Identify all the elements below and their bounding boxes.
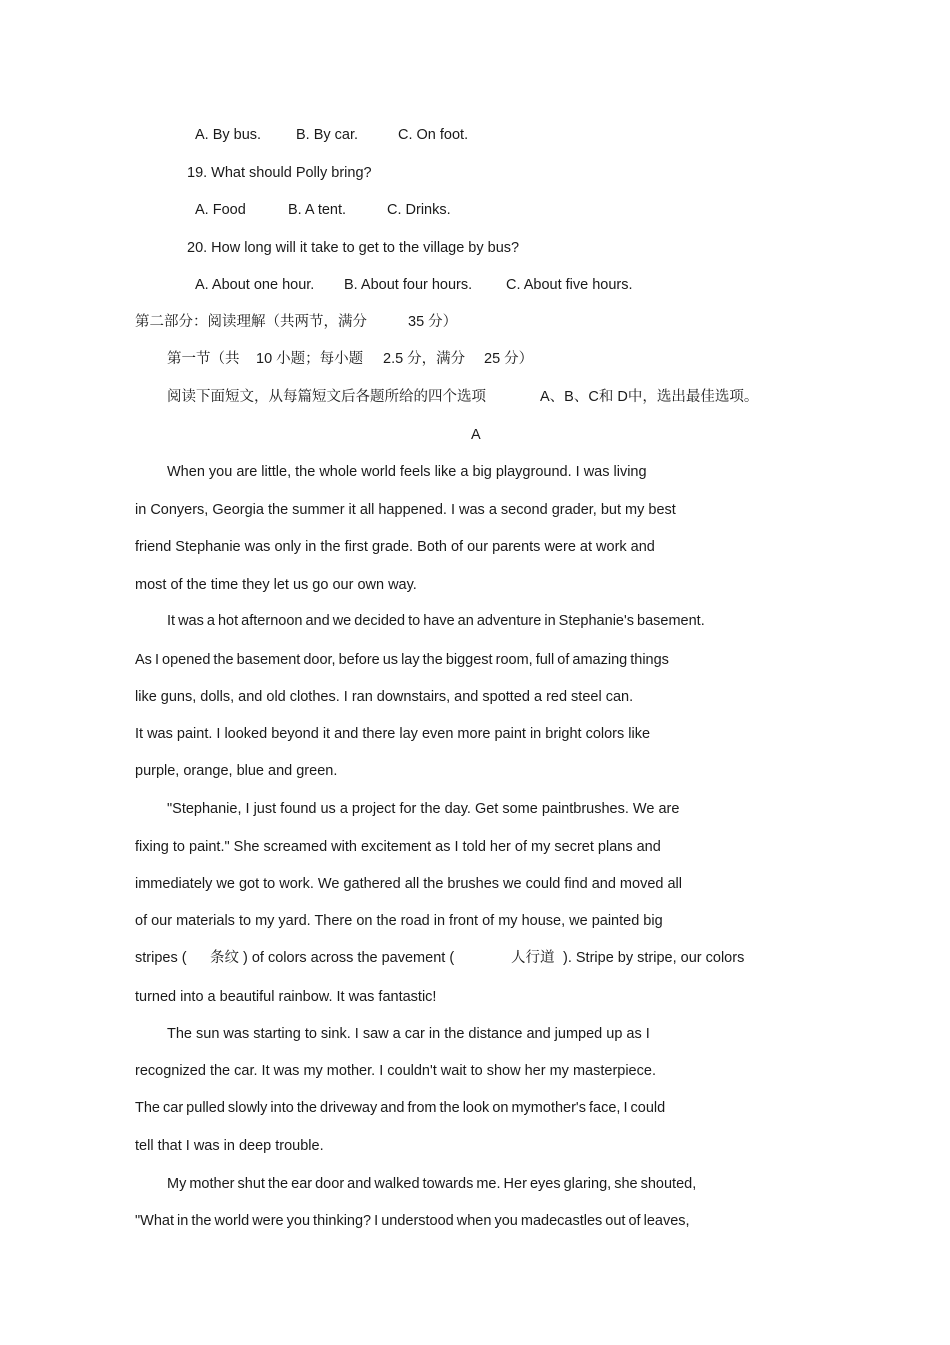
passage-line: The sun was starting to sink. I saw a car in the distance and jumped up as I [167, 1026, 650, 1042]
passage-line: immediately we got to work. We gathered all the brushes we could find and moved all [135, 876, 682, 892]
passage-line: friend Stephanie was only in the first grade. Both of our parents were at work and [135, 539, 655, 555]
q20-option-a: A. About one hour. [195, 277, 315, 293]
passage-line: "Stephanie, I just found us a project for the day. Get some paintbrushes. We are [167, 801, 680, 817]
part2-title: 第二部分：阅读理解（共两节，满分 [135, 314, 367, 330]
passage-line: most of the time they let us go our own way. [135, 577, 417, 593]
passage-line-segment: ) of colors across the pavement ( [243, 950, 455, 966]
passage-line: "What in the world were you thinking? I understood when you madecastles out of leaves, [135, 1213, 690, 1229]
section1-total: 25 分） [484, 351, 534, 367]
gloss-stripes: 条纹 [210, 950, 239, 966]
passage-line: fixing to paint." She screamed with excitement as I told her of my secret plans and [135, 839, 661, 855]
passage-line: As I opened the basement door, before us lay the biggest room, full of amazing things [135, 652, 669, 668]
part2-title-score: 35 分） [408, 314, 458, 330]
passage-line: My mother shut the ear door and walked towards me. Her eyes glaring, she shouted, [167, 1176, 697, 1192]
passage-line: tell that I was in deep trouble. [135, 1138, 324, 1154]
section1-per-item: 2.5 分，满分 [383, 351, 466, 367]
passage-line: in Conyers, Georgia the summer it all happened. I was a second grader, but my best [135, 502, 676, 518]
q18-option-a: A. By bus. [195, 127, 262, 143]
passage-line: When you are little, the whole world feels like a big playground. I was living [167, 464, 647, 480]
q18-option-c: C. On foot. [398, 127, 469, 143]
q19-option-a: A. Food [195, 202, 246, 218]
q18-option-b: B. By car. [296, 127, 359, 143]
passage-line: recognized the car. It was my mother. I couldn't wait to show her my masterpiece. [135, 1063, 656, 1079]
q19-option-b: B. A tent. [288, 202, 347, 218]
passage-label: A [471, 427, 481, 443]
passage-line: purple, orange, blue and green. [135, 763, 338, 779]
instruction-options: A、B、C和 D中，选出最佳选项。 [540, 389, 759, 405]
q20-question: 20. How long will it take to get to the village by bus? [187, 240, 520, 256]
passage-line: like guns, dolls, and old clothes. I ran downstairs, and spotted a red steel can. [135, 689, 634, 705]
q20-option-b: B. About four hours. [344, 277, 473, 293]
passage-line: It was a hot afternoon and we decided to have an adventure in Stephanie's basement. [167, 613, 705, 629]
q20-option-c: C. About five hours. [506, 277, 633, 293]
gloss-pavement: 人行道 [511, 950, 555, 966]
passage-line: The car pulled slowly into the driveway and from the look on mymother's face, I could [135, 1100, 666, 1116]
section1-count: 10 小题；每小题 [256, 351, 364, 367]
passage-line-segment: ). Stripe by stripe, our colors [563, 950, 745, 966]
section1-title: 第一节（共 [167, 351, 240, 367]
q19-option-c: C. Drinks. [387, 202, 451, 218]
instruction: 阅读下面短文，从每篇短文后各题所给的四个选项 [167, 389, 486, 405]
passage-line: turned into a beautiful rainbow. It was fantastic! [135, 989, 437, 1005]
q19-question: 19. What should Polly bring? [187, 165, 372, 181]
passage-line: of our materials to my yard. There on the road in front of my house, we painted big [135, 913, 663, 929]
passage-line: It was paint. I looked beyond it and there lay even more paint in bright colors like [135, 726, 651, 742]
passage-line-segment: stripes ( [135, 950, 187, 966]
